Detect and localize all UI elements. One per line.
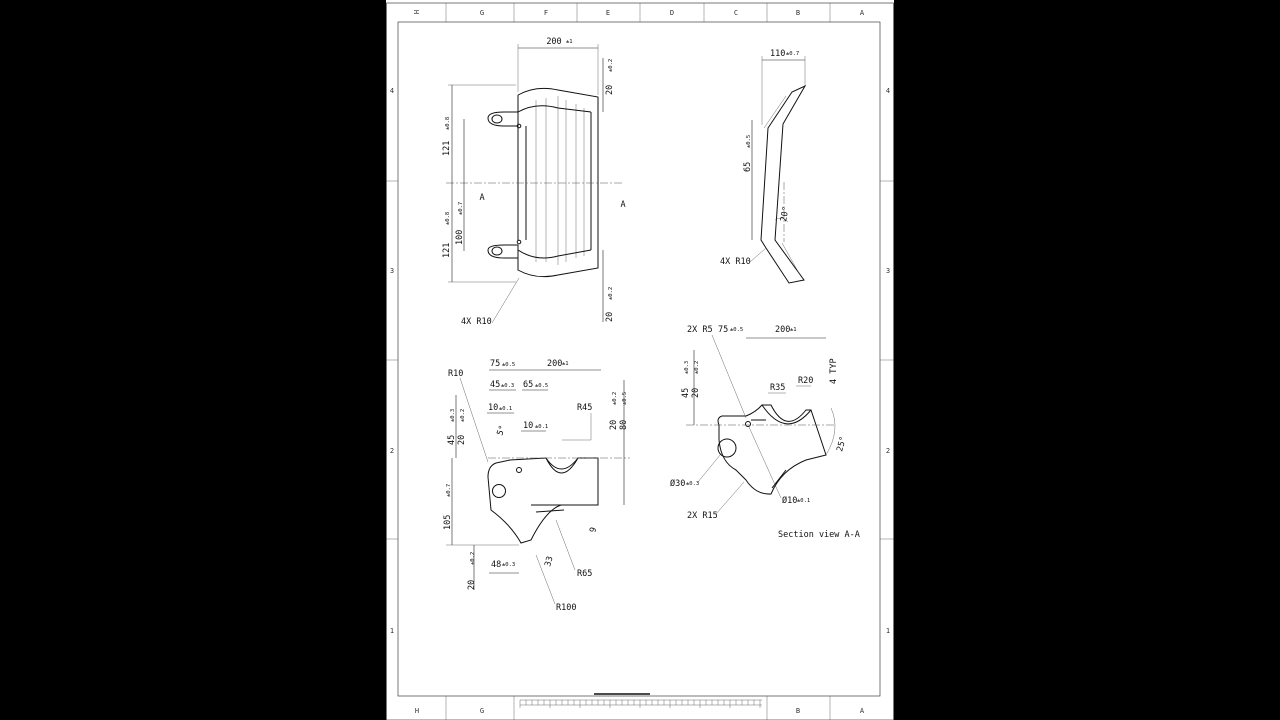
side-radius-note: 4X R10 [720, 257, 751, 267]
front-dim-48: 48 [491, 560, 502, 570]
front-dim-10a: 10 [488, 403, 499, 413]
front-r10: R10 [448, 369, 464, 379]
zone-letter-top: D [669, 9, 675, 17]
side-width-110: 110 [770, 49, 786, 59]
front-v105-tol: ±0.7 [446, 483, 452, 497]
section-r15: 2X R15 [687, 511, 718, 521]
top-view [442, 37, 626, 327]
front-v45: 45 [447, 434, 457, 445]
front-v105: 105 [443, 514, 453, 530]
zone-letter-bottom: A [859, 707, 865, 715]
side-width-110-tol: ±0.7 [786, 51, 800, 57]
zone-number-left: 1 [389, 627, 395, 635]
zone-letter-bottom: B [795, 707, 801, 715]
side-angle-20: 20° [779, 205, 792, 223]
zone-letter-top: F [543, 9, 549, 17]
front-dim-10a-tol: ±0.1 [499, 406, 513, 412]
section-v20-tol: ±0.2 [694, 360, 700, 374]
dim-width-200: 200 [546, 37, 562, 47]
section-dim-200-tol: ±1 [790, 327, 797, 333]
section-r20: R20 [798, 376, 814, 386]
zone-number-left: 4 [389, 87, 395, 95]
section-dim-75-tol: ±0.5 [730, 327, 744, 333]
dim-bottom-tab-20: 20 [605, 311, 615, 322]
section-angle-25: 25° [835, 435, 849, 453]
section-marker-right: A [620, 200, 626, 210]
front-v20-bottom-tol: ±0.2 [470, 551, 476, 565]
zone-letter-top: B [795, 9, 801, 17]
section-d30-tol: ±0.3 [686, 481, 700, 487]
zone-number-right: 2 [885, 447, 891, 455]
front-dim-9: 9 [588, 526, 600, 534]
section-r35: R35 [770, 383, 786, 393]
section-d10: Ø10 [782, 496, 798, 506]
dim-width-200-tol: ±1 [566, 39, 573, 45]
front-dim-75-tol: ±0.5 [502, 362, 516, 368]
section-r5: 2X R5 [687, 325, 713, 335]
front-view [443, 359, 630, 613]
section-v45-tol: ±0.3 [684, 360, 690, 374]
section-dim-75: 75 [718, 325, 729, 335]
section-d30: Ø30 [670, 479, 686, 489]
section-typ: 4 TYP [829, 358, 839, 384]
sheet-frame [386, 3, 894, 720]
dim-upper-121-tol: ±0.8 [445, 116, 451, 130]
section-view [670, 325, 860, 540]
zone-letter-top: G [479, 9, 485, 17]
front-dim-75: 75 [490, 359, 501, 369]
dim-upper-121: 121 [442, 140, 452, 156]
front-dim-48-tol: ±0.3 [502, 562, 516, 568]
section-dim-200: 200 [775, 325, 791, 335]
radius-note-4x-r10: 4X R10 [461, 317, 492, 327]
section-marker-left: A [479, 193, 485, 203]
section-d10-tol: ±0.1 [797, 498, 811, 504]
dim-lower-121-tol: ±0.8 [445, 211, 451, 225]
zone-labels [390, 9, 890, 715]
front-dim-10b-tol: ±0.1 [535, 424, 549, 430]
front-dim-65: 65 [523, 380, 534, 390]
zone-letter-top: A [859, 9, 865, 17]
front-dim-65-tol: ±0.5 [535, 383, 549, 389]
side-height-65: 65 [743, 161, 753, 172]
front-angle-5: 5° [495, 423, 509, 438]
front-v20-bottom: 20 [467, 579, 477, 590]
zone-letter-top: H [412, 9, 420, 15]
zone-number-right: 1 [885, 627, 891, 635]
front-v80: 80 [619, 419, 629, 430]
dim-tab-20-tol: ±0.2 [608, 58, 614, 72]
dim-tab-20: 20 [605, 84, 615, 95]
dim-hole-span-100: 100 [455, 229, 465, 245]
section-v45: 45 [681, 387, 691, 398]
front-dim-10b: 10 [523, 421, 534, 431]
front-v45-tol: ±0.3 [450, 408, 456, 422]
front-dim-45: 45 [490, 380, 501, 390]
dim-bottom-tab-20-tol: ±0.2 [608, 286, 614, 300]
zone-number-left: 3 [389, 267, 395, 275]
front-v20: 20 [457, 434, 467, 445]
zone-letter-top: E [605, 9, 611, 17]
zone-number-right: 3 [885, 267, 891, 275]
zone-letter-bottom: G [479, 707, 485, 715]
front-dim-33: 33 [543, 555, 556, 568]
front-dim-200: 200 [547, 359, 563, 369]
front-v20-right: 20 [609, 419, 619, 430]
zone-letter-top: C [733, 9, 739, 17]
drawing-sheet [386, 0, 894, 720]
front-v20-right-tol: ±0.2 [612, 391, 618, 405]
front-v20-tol: ±0.2 [460, 408, 466, 422]
dim-lower-121: 121 [442, 242, 452, 258]
zone-number-right: 4 [885, 87, 891, 95]
front-r45: R45 [577, 403, 593, 413]
side-view [720, 49, 805, 283]
side-height-65-tol: ±0.5 [746, 134, 752, 148]
engineering-drawing [386, 0, 894, 720]
zone-letter-bottom: H [414, 707, 420, 715]
front-dim-200-tol: ±1 [562, 361, 569, 367]
front-r65: R65 [577, 569, 593, 579]
section-caption: Section view A-A [778, 530, 860, 540]
dim-hole-span-100-tol: ±0.7 [458, 201, 464, 215]
front-dim-45-tol: ±0.3 [501, 383, 515, 389]
front-r100: R100 [556, 603, 577, 613]
zone-number-left: 2 [389, 447, 395, 455]
front-v80-tol: ±0.5 [622, 391, 628, 405]
section-v20: 20 [691, 387, 701, 398]
